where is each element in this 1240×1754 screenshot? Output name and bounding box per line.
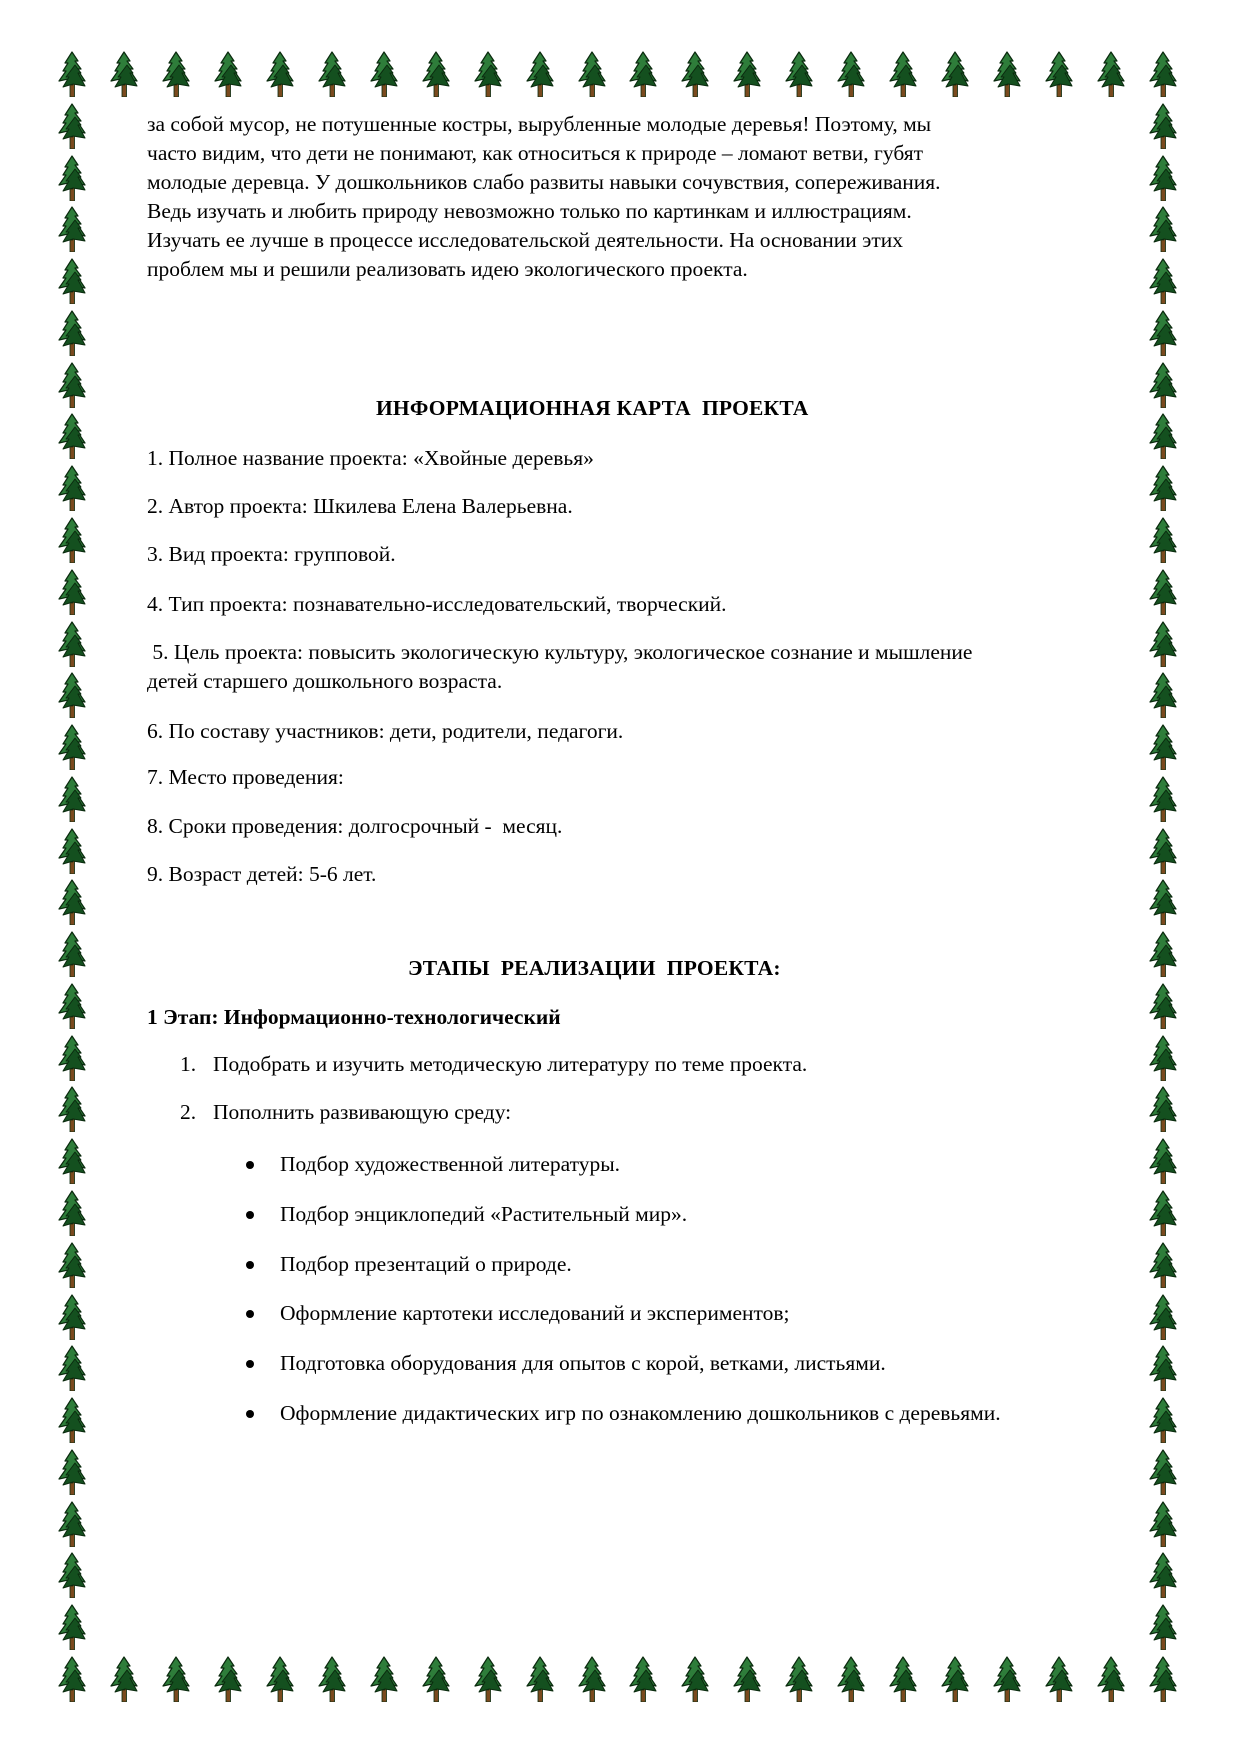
fir-tree-icon — [1149, 1449, 1177, 1495]
fir-tree-icon — [889, 51, 917, 97]
bullet-item: Оформление картотеки исследований и экспериментов; — [246, 1299, 1006, 1328]
fir-tree-icon — [422, 51, 450, 97]
fir-tree-icon — [370, 1656, 398, 1702]
fir-tree-icon — [733, 51, 761, 97]
fir-tree-icon — [1045, 51, 1073, 97]
fir-tree-icon — [318, 1656, 346, 1702]
fir-tree-icon — [58, 155, 86, 201]
fir-tree-icon — [1149, 1294, 1177, 1340]
fir-tree-icon — [1149, 724, 1177, 770]
fir-tree-icon — [1149, 931, 1177, 977]
fir-tree-icon — [1097, 1656, 1125, 1702]
fir-tree-icon — [474, 1656, 502, 1702]
info-card-title: ИНФОРМАЦИОННАЯ КАРТА ПРОЕКТА — [376, 396, 809, 420]
fir-tree-icon — [58, 569, 86, 615]
fir-tree-icon — [1149, 465, 1177, 511]
fir-tree-icon — [58, 1656, 86, 1702]
fir-tree-icon — [1149, 103, 1177, 149]
fir-tree-icon — [837, 1656, 865, 1702]
fir-tree-icon — [1149, 413, 1177, 459]
fir-tree-icon — [1149, 879, 1177, 925]
fir-tree-icon — [58, 1449, 86, 1495]
fir-tree-icon — [58, 258, 86, 304]
fir-tree-icon — [1149, 1242, 1177, 1288]
item-text: Подобрать и изучить методическую литературу по теме проекта. — [213, 1052, 808, 1076]
fir-tree-icon — [58, 1190, 86, 1236]
fir-tree-icon — [1149, 206, 1177, 252]
bullet-item: Подготовка оборудования для опытов с корой, ветками, листьями. — [246, 1349, 1006, 1378]
intro-line: часто видим, что дети не понимают, как относиться к природе – ломают ветви, губят — [147, 141, 924, 165]
fir-tree-icon — [1149, 569, 1177, 615]
intro-line: молодые деревца. У дошкольников слабо развиты навыки сочувствия, сопереживания. — [147, 170, 941, 194]
fir-tree-icon — [785, 51, 813, 97]
bullet-item: Подбор художественной литературы. — [246, 1150, 1006, 1179]
bullet-icon — [246, 1310, 254, 1318]
fir-tree-icon — [58, 1138, 86, 1184]
fir-tree-icon — [58, 1604, 86, 1650]
fir-tree-icon — [1149, 258, 1177, 304]
fir-tree-icon — [1149, 310, 1177, 356]
fir-tree-icon — [1149, 828, 1177, 874]
stages-title: ЭТАПЫ РЕАЛИЗАЦИИ ПРОЕКТА: — [408, 956, 781, 980]
fir-tree-icon — [1149, 1604, 1177, 1650]
fir-tree-icon — [58, 1086, 86, 1132]
info-item-type: 4. Тип проекта: познавательно-исследовательский, творческий. — [147, 592, 727, 616]
fir-tree-icon — [58, 724, 86, 770]
fir-tree-icon — [474, 51, 502, 97]
fir-tree-icon — [733, 1656, 761, 1702]
fir-tree-icon — [629, 51, 657, 97]
fir-tree-icon — [58, 1345, 86, 1391]
stage1-title: 1 Этап: Информационно-технологический — [147, 1005, 561, 1029]
fir-tree-icon — [58, 1035, 86, 1081]
fir-tree-icon — [58, 776, 86, 822]
fir-tree-icon — [1149, 1552, 1177, 1598]
info-item-kind: 3. Вид проекта: групповой. — [147, 542, 396, 566]
fir-tree-icon — [110, 1656, 138, 1702]
fir-tree-icon — [993, 51, 1021, 97]
fir-tree-icon — [1149, 517, 1177, 563]
fir-tree-icon — [422, 1656, 450, 1702]
intro-line: за собой мусор, не потушенные костры, вырубленные молодые деревья! Поэтому, мы — [147, 112, 932, 136]
fir-tree-icon — [1149, 1190, 1177, 1236]
fir-tree-icon — [162, 1656, 190, 1702]
bullet-icon — [246, 1360, 254, 1368]
fir-tree-icon — [941, 51, 969, 97]
fir-tree-icon — [58, 103, 86, 149]
intro-line: проблем мы и решили реализовать идею экологического проекта. — [147, 257, 748, 281]
bullet-icon — [246, 1211, 254, 1219]
fir-tree-icon — [58, 983, 86, 1029]
item-text: Пополнить развивающую среду: — [213, 1100, 512, 1124]
fir-tree-icon — [785, 1656, 813, 1702]
fir-tree-icon — [58, 362, 86, 408]
fir-tree-icon — [58, 621, 86, 667]
fir-tree-icon — [1149, 1035, 1177, 1081]
fir-tree-icon — [370, 51, 398, 97]
intro-line: Ведь изучать и любить природу невозможно только по картинкам и иллюстрациям. — [147, 199, 912, 223]
fir-tree-icon — [837, 51, 865, 97]
fir-tree-icon — [526, 51, 554, 97]
fir-tree-icon — [1149, 1138, 1177, 1184]
fir-tree-icon — [526, 1656, 554, 1702]
fir-tree-icon — [1045, 1656, 1073, 1702]
fir-tree-icon — [1149, 1656, 1177, 1702]
fir-tree-icon — [58, 672, 86, 718]
fir-tree-icon — [681, 1656, 709, 1702]
fir-tree-icon — [993, 1656, 1021, 1702]
info-item-author: 2. Автор проекта: Шкилева Елена Валерьевна. — [147, 494, 573, 518]
bullet-item: Оформление дидактических игр по ознакомлению дошкольников с деревьями. — [246, 1399, 1006, 1428]
fir-tree-icon — [58, 1501, 86, 1547]
fir-tree-icon — [58, 413, 86, 459]
bullet-item: Подбор энциклопедий «Растительный мир». — [246, 1200, 1006, 1229]
fir-tree-icon — [58, 828, 86, 874]
fir-tree-icon — [1149, 983, 1177, 1029]
fir-tree-icon — [58, 51, 86, 97]
fir-tree-icon — [318, 51, 346, 97]
fir-tree-icon — [941, 1656, 969, 1702]
fir-tree-icon — [578, 1656, 606, 1702]
bullet-icon — [246, 1261, 254, 1269]
bullet-icon — [246, 1161, 254, 1169]
fir-tree-icon — [58, 517, 86, 563]
fir-tree-icon — [58, 1552, 86, 1598]
fir-tree-icon — [58, 1397, 86, 1443]
fir-tree-icon — [266, 1656, 294, 1702]
info-item-full-name: 1. Полное название проекта: «Хвойные деревья» — [147, 446, 594, 470]
item-number: 1. — [180, 1052, 197, 1076]
fir-tree-icon — [578, 51, 606, 97]
fir-tree-icon — [58, 310, 86, 356]
fir-tree-icon — [58, 206, 86, 252]
info-item-participants: 6. По составу участников: дети, родители, педагоги. — [147, 719, 624, 743]
fir-tree-icon — [1149, 51, 1177, 97]
bullet-item: Подбор презентаций о природе. — [246, 1250, 1006, 1279]
info-item-timing: 8. Сроки проведения: долгосрочный - месяц. — [147, 814, 563, 838]
fir-tree-icon — [266, 51, 294, 97]
intro-line: Изучать ее лучше в процессе исследовательской деятельности. На основании этих — [147, 228, 903, 252]
fir-tree-icon — [58, 465, 86, 511]
fir-tree-icon — [58, 931, 86, 977]
info-item-goal: 5. Цель проекта: повысить экологическую культуру, экологическое сознание и мышление — [147, 640, 973, 664]
fir-tree-icon — [58, 1294, 86, 1340]
fir-tree-icon — [1149, 1501, 1177, 1547]
fir-tree-icon — [629, 1656, 657, 1702]
fir-tree-icon — [1149, 155, 1177, 201]
fir-tree-icon — [58, 1242, 86, 1288]
fir-tree-icon — [1149, 1345, 1177, 1391]
fir-tree-icon — [1149, 1086, 1177, 1132]
fir-tree-icon — [681, 51, 709, 97]
fir-tree-icon — [214, 51, 242, 97]
fir-tree-icon — [1149, 1397, 1177, 1443]
item-number: 2. — [180, 1100, 197, 1124]
fir-tree-icon — [1149, 362, 1177, 408]
fir-tree-icon — [889, 1656, 917, 1702]
fir-tree-icon — [110, 51, 138, 97]
fir-tree-icon — [214, 1656, 242, 1702]
intro-paragraph — [147, 110, 1017, 284]
fir-tree-icon — [1149, 672, 1177, 718]
fir-tree-icon — [1149, 776, 1177, 822]
info-item-age: 9. Возраст детей: 5-6 лет. — [147, 862, 377, 886]
bullet-icon — [246, 1410, 254, 1418]
info-item-place: 7. Место проведения: — [147, 765, 344, 789]
fir-tree-icon — [162, 51, 190, 97]
fir-tree-icon — [1149, 621, 1177, 667]
info-item-goal-cont: детей старшего дошкольного возраста. — [147, 669, 503, 693]
fir-tree-icon — [1097, 51, 1125, 97]
fir-tree-icon — [58, 879, 86, 925]
